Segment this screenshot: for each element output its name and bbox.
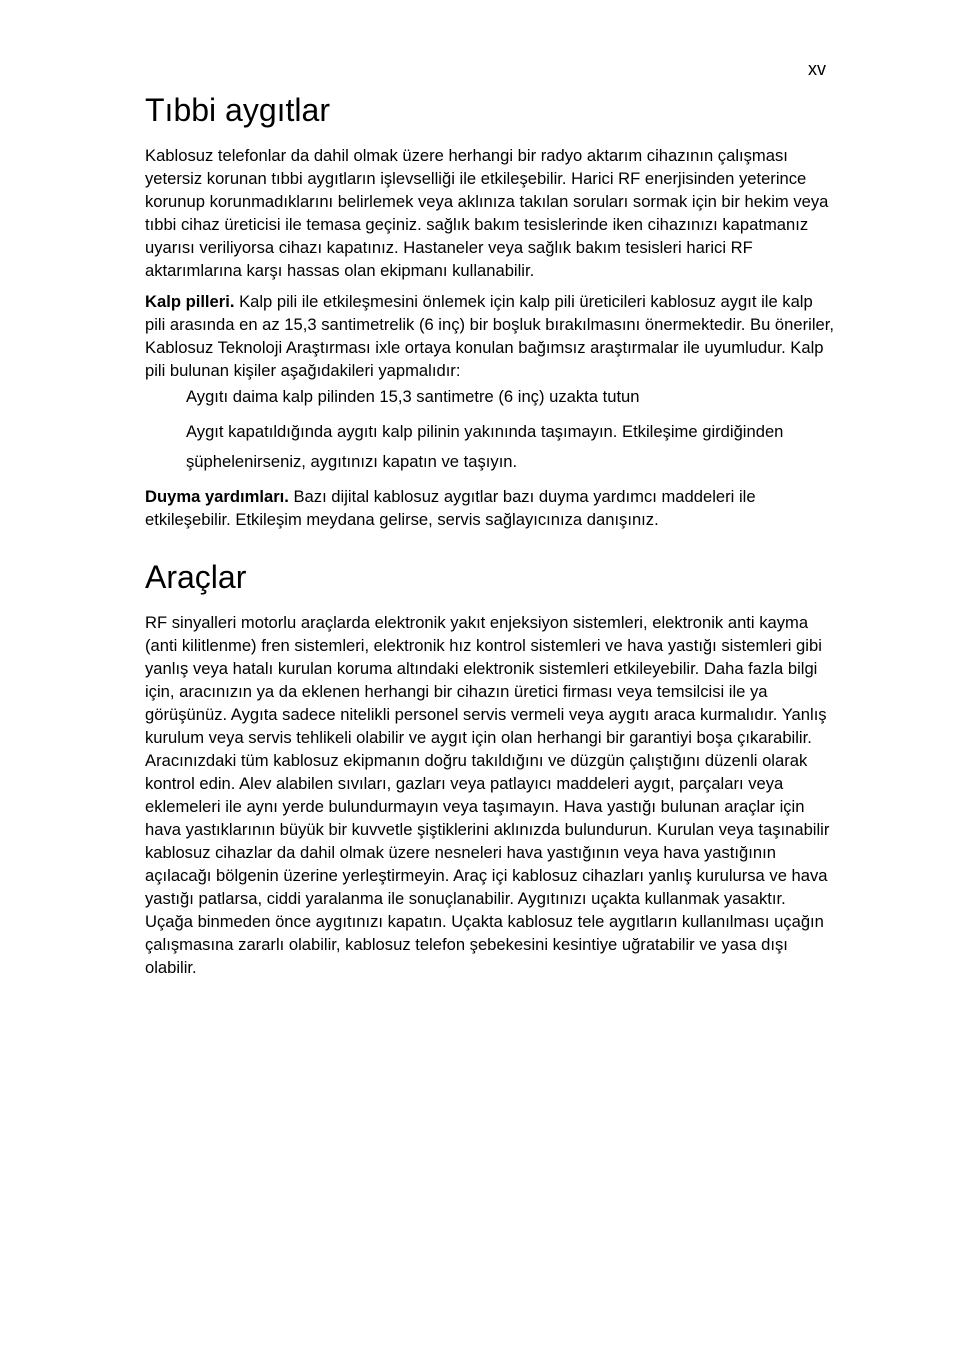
pacemaker-advice-item: Aygıt kapatıldığında aygıtı kalp pilinin yakınında taşımayın. Etkileşime girdiğinden şüphelenirseniz, aygıtınızı kapatın ve taşıyın. [186,422,784,471]
page-content [145,90,835,987]
section-title-vehicles: Araçlar [145,559,247,595]
hearing-aids-paragraph [145,485,835,531]
medical-intro-paragraph: Kablosuz telefonlar da dahil olmak üzere herhangi bir radyo aktarım cihazının çalışması yetersiz korunan tıbbi aygıtların işlevselliği ile etkileşebilir. Harici RF enerjisinden yeterince korunup korunmadıklarını belirlemek veya aklınıza takılan soruları sormak için bir hekim veya tıbbi cihaz üreticisi ile temasa geçiniz. sağlık bakım tesislerinde iken cihazınızı kapatmanız uyarısı veriliyorsa cihazı kapatınız. Hastaneler veya sağlık bakım tesisleri harici RF aktarımlarına karşı hassas olan ekipmanı kullanabilir. [145,146,829,280]
hearing-aids-text: Bazı dijital kablosuz aygıtlar bazı duyma yardımcı maddeleri ile etkileşebilir. Etkileşim meydana gelirse, servis sağlayıcınıza danışınız. [145,487,756,529]
pacemaker-lead: Kalp pilleri. [145,292,235,311]
section-title-medical-devices: Tıbbi aygıtlar [145,92,330,128]
hearing-aids-lead: Duyma yardımları. [145,487,289,506]
page-number: xv [808,59,826,79]
pacemaker-paragraph [145,290,835,382]
pacemaker-advice-item: Aygıtı daima kalp pilinden 15,3 santimetre (6 inç) uzakta tutun [186,387,640,406]
pacemaker-text: Kalp pili ile etkileşmesini önlemek için kalp pili üreticileri kablosuz aygıt ile kalp pili arasında en az 15,3 santimetrelik (6 inç) bir boşluk bırakılmasını önermektedir. Bu öneriler, Kablosuz Teknoloji Araştırması ixle ortaya konulan bağımsız araştırmalar ile uyumludur. Kalp pili bulunan kişiler aşağıdakileri yapmalıdır: [145,292,834,380]
vehicles-paragraph: RF sinyalleri motorlu araçlarda elektronik yakıt enjeksiyon sistemleri, elektronik anti kayma (anti kilitlenme) fren sistemleri, elektronik hız kontrol sistemleri ve hava yastığı sistemleri gibi yanlış veya hatalı kurulan koruma altındaki elektronik sistemleri etkileyebilir. Daha fazla bilgi için, aracınızın ya da eklenen herhangi bir cihazın üretici firması veya temsilcisi ile ya görüşünüz. Aygıta sadece nitelikli personel servis vermeli veya aygıtı araca kurmalıdır. Yanlış kurulum veya servis tehlikeli olabilir ve aygıt için olan herhangi bir garantiyi boşa çıkarabilir. Aracınızdaki tüm kablosuz ekipmanın doğru takıldığını ve düzgün çalıştığını düzenli olarak kontrol edin. Alev alabilen sıvıları, gazları veya patlayıcı maddeleri aygıt, parçaları veya eklemeleri ile aynı yerde bulundurmayın veya taşımayın. Hava yastığı bulunan araçlar için hava yastıklarının büyük bir kuvvetle şiştiklerini aklınızda bulundurun. Kurulan veya taşınabilir kablosuz cihazlar da dahil olmak üzere nesneleri hava yastığının veya hava yastığının açılacağı bölgenin üzerine yerleştirmeyin. Araç içi kablosuz cihazları yanlış kurulursa ve hava yastığı patlarsa, ciddi yaralanma ile sonuçlanabilir. Aygıtınızı uçakta kullanmak yasaktır. Uçağa binmeden önce aygıtınızı kapatın. Uçakta kablosuz tele aygıtların kullanılması uçağın çalışmasına zararlı olabilir, kablosuz telefon şebekesini kesintiye uğratabilir ve yasa dışı olabilir. [145,613,830,977]
